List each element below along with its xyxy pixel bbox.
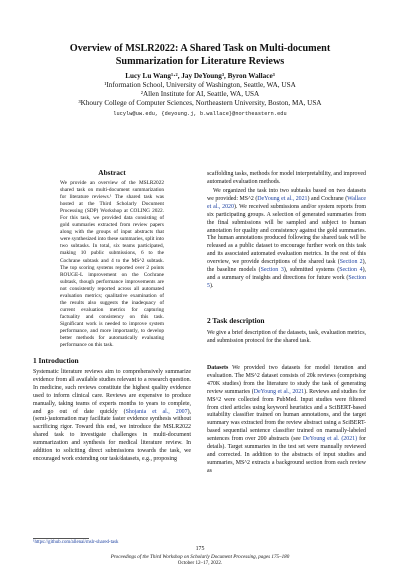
affiliation-2: ²Allen Institute for AI, Seattle, WA, USA <box>140 90 260 98</box>
footnote[interactable] <box>33 540 118 545</box>
section-2-intro: We give a brief description of the datasets, task, evaluation metrics, and submission protocol for the shared task. <box>207 330 367 344</box>
proceedings-footer <box>0 554 400 567</box>
p2-text-d: ), the baseline models ( <box>207 259 367 274</box>
citation-deyoung-2021-c[interactable]: DeYoung et al. (2021) <box>302 436 358 443</box>
p2-text-a: We organized the task into two subtasks based on two datasets we provided: MS^2 ( <box>207 188 366 202</box>
datasets-lead: Datasets <box>207 365 229 371</box>
p2-text-e: ), submitted systems ( <box>283 267 340 274</box>
ds-text-c: for details). Target summaries in the test set were manually reviewed and corrected. In addition to the abstracts of input studies and summaries, MS^2 extracts a background section from each review as <box>207 436 366 474</box>
abstract-text: We provide an overview of the MSLR2022 shared task on multi-document summarization for literature reviews.¹ The shared task was hosted at the Third Scholarly Document Processing (SDP) Workshop at COLING 2022. For this task, we provided data consisting of gold summaries extracted from review papers along with the groups of input abstracts that were synthesized into these summaries, split into two subtasks. In total, six teams participated, making 10 public submissions, 6 to the Cochrane subtask and 4 to the MS^2 subtask. The top scoring systems reported over 2 points ROUGE-L improvement on the Cochrane subtask, though performance improvements are not consistently reported across all automated evaluation metrics; qualitative examination of the results also suggests the inadequacy of current evaluation metrics for capturing factuality and consistency on this task. Significant work is needed to improve system performance, and more importantly, to develop better methods for automatically evaluating performance on this task. <box>60 180 164 349</box>
footnote-rule <box>33 538 89 539</box>
title-line-1: Overview of MSLR2022: A Shared Task on Multi-document <box>69 43 331 54</box>
link-section-4[interactable]: Section 4 <box>339 267 363 274</box>
intro-paragraph <box>33 369 191 464</box>
p2-text-b: ) and Cochrane ( <box>307 195 348 202</box>
paper-title <box>40 42 360 68</box>
right-paragraph-1: scaffolding tasks, methods for model interpretability, and improved automated evaluation methods. <box>207 171 366 185</box>
affiliation-3: ³Khoury College of Computer Sciences, Northeastern University, Boston, MA, USA <box>78 99 322 107</box>
ds-text-a: We provided two datasets for model iteration and evaluation. The MS^2 dataset consists of 20k reviews (comprising 470K studies) from the literature to study the task of generating review summaries ( <box>207 365 366 395</box>
citation-wallace-2020[interactable]: Wallace et al., 2020 <box>207 195 366 210</box>
proceedings-line-2: October 12–17, 2022. <box>177 560 223 567</box>
right-paragraph-2 <box>207 188 366 291</box>
citation-deyoung-2021[interactable]: DeYoung et al., 2021 <box>257 195 308 202</box>
p2-text-c: ). We received submissions and/or system reports from six participating groups. A selection of generated summaries from the final submissions will be sampled and subject to human annotation for quality and consistency against the gold summaries. The human annotations produced following the shared task will be released as a public dataset to encourage further work on this task and its associated automated evaluation metrics. In the rest of this overview, we provide descriptions of the shared task ( <box>207 203 366 266</box>
proceedings-line-1: Proceedings of the Third Workshop on Scholarly Document Processing, pages 175–180 <box>110 554 290 560</box>
page-number: 175 <box>195 546 205 552</box>
title-line-2: Summarization for Literature Reviews <box>115 56 285 67</box>
datasets-paragraph <box>207 365 366 476</box>
author-emails: lucylw@uw.edu, {deyoung.j, b.wallace}@northeastern.edu <box>113 111 287 117</box>
citation-deyoung-2021-b[interactable]: DeYoung et al., 2021 <box>253 388 305 395</box>
link-section-2[interactable]: Section 2 <box>339 259 363 266</box>
p2-text-g: ). <box>209 282 214 289</box>
affiliation-1: ¹Information School, University of Washington, Seattle, WA, USA <box>104 81 296 89</box>
link-section-5[interactable]: Section 5 <box>207 274 366 289</box>
intro-text-b: ), (semi-)automation may facilitate faster evidence synthesis without sacrificing rigor. Toward this end, we introduce the MSLR2022 shared task to investigate challenges in multi-document summarization and synthesis for medical literature review. In addition to soliciting direct submissions towards the task, we encouraged work extending our task/datasets, e.g., proposing <box>33 408 192 462</box>
citation-shojania[interactable]: Shojania et al., 2007 <box>125 408 188 415</box>
abstract-heading: Abstract <box>98 168 126 177</box>
link-section-3[interactable]: Section 3 <box>260 267 284 274</box>
author-block <box>40 72 360 119</box>
section-2-heading: 2 Task description <box>207 316 265 325</box>
author-names: Lucy Lu Wang¹·², Jay DeYoung³, Byron Wallace³ <box>125 72 275 80</box>
intro-text-a: Systematic literature reviews aim to comprehensively summarize evidence from all available studies relevant to a research question. In medicine, such reviews constitute the highest quality evidence used to inform clinical care. Reviews are expensive to produce manually, taking teams of experts months to years to complete, and go out of date quickly ( <box>33 369 191 415</box>
section-1-heading: 1 Introduction <box>33 356 79 365</box>
p2-text-f: ), and a summary of insights and directions for future work ( <box>207 267 366 281</box>
footnote-link[interactable]: ¹https://github.com/allenai/mslr-shared-task <box>33 540 119 545</box>
ds-text-b: ). Reviews and studies for MS^2 were collected from PubMed. Input studies were filtered from cited articles using keyword heuristics and a SciBERT-based suitability classifier trained on human annotations, and the target summary was extracted from the review abstract using a SciBERT-based sequential sentence classifier trained on manually-labeled sentences from over 200 abstracts (see <box>207 388 366 443</box>
